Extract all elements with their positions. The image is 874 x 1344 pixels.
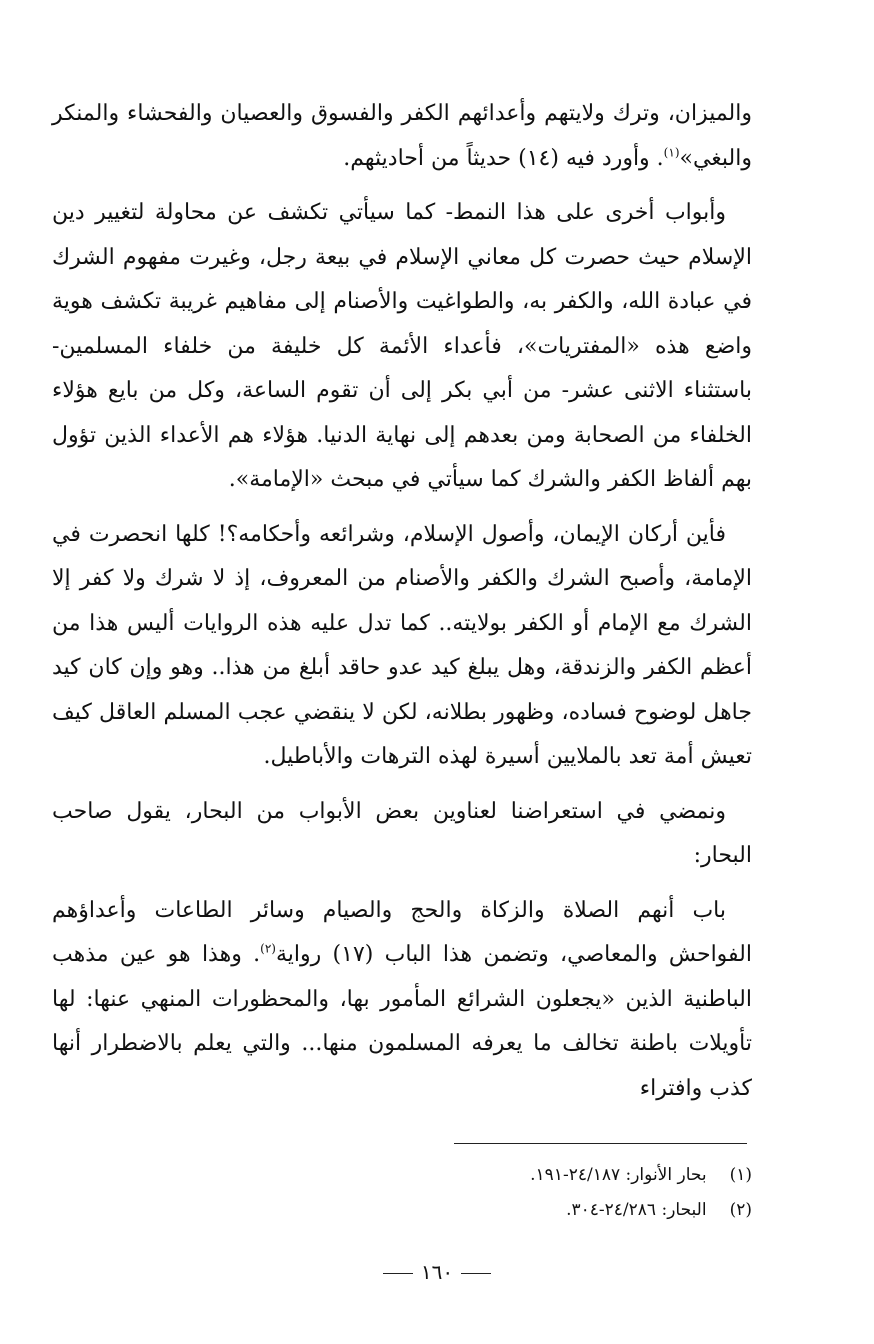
footnote-ref-1[interactable]: (١) [663, 145, 680, 160]
paragraph-5-tail: . وهذا هو عين مذهب الباطنية الذين «يجعلون الشرائع المأمور بها، والمحظورات المنهي عنها: لها تأويلات باطنة تخالف ما يعرفه المسلمون منها... والتي يعلم بالاضطرار أنها كذب وافتراء [52, 942, 752, 1101]
paragraph-3-text: فأين أركان الإيمان، وأصول الإسلام، وشرائعه وأحكامه؟! كلها انحصرت في الإمامة، وأصبح الشرك والكفر والأصنام من المعروف، إذ لا شرك ولا كفر إلا الشرك مع الإمام أو الكفر بولايته.. كما تدل عليه هذه الروايات أليس هذا من أعظم الكفر والزندقة، وهل يبلغ كيد عدو حاقد أبلغ من هذا.. وهو وإن كان كيد جاهل لوضوح فساده، وظهور بطلانه، لكن لا ينقضي عجب المسلم العاقل كيف تعيش أمة تعد بالملايين أسيرة لهذه الترهات والأباطيل. [52, 521, 752, 769]
footnotes [52, 1158, 752, 1228]
paragraph-2-text: وأبواب أخرى على هذا النمط- كما سيأتي تكشف عن محاولة لتغيير دين الإسلام حيث حصرت كل معاني الإسلام في بيعة رجل، وغيرت مفهوم الشرك في عبادة الله، والكفر به، والطواغيت والأصنام إلى مفاهيم غريبة تكشف هوية واضع هذه «المفتريات»، فأعداء الأئمة كل خليفة من خلفاء المسلمين- باستثناء الاثنى عشر- من أبي بكر إلى أن تقوم الساعة، وكل من بايع هؤلاء الخلفاء من الصحابة ومن بعدهم إلى نهاية الدنيا. هؤلاء هم الأعداء الذين تؤول بهم ألفاظ الكفر والشرك كما سيأتي في مبحث «الإمامة». [52, 200, 752, 492]
paragraph-1 [52, 92, 752, 181]
footnote-1-number: (١) [729, 1165, 752, 1185]
page-number-dash-right [461, 1273, 491, 1274]
footnote-2-number: (٢) [729, 1200, 752, 1220]
footnote-1-text: بحار الأنوار: ٢٤/١٨٧-١٩١. [530, 1165, 707, 1185]
footnote-divider [454, 1143, 747, 1144]
page-number-value: ١٦٠ [420, 1260, 454, 1284]
paragraph-5-text: باب أنهم الصلاة والزكاة والحج والصيام وسائر الطاعات وأعداؤهم الفواحش والمعاصي، وتضمن هذا الباب (١٧) رواية [52, 897, 752, 967]
paragraph-4 [52, 790, 752, 879]
paragraph-1-text: والميزان، وترك ولايتهم وأعدائهم الكفر والفسوق والعصيان والفحشاء والمنكر والبغي» [52, 101, 752, 171]
page-number [0, 1260, 874, 1284]
main-text [52, 92, 752, 1121]
paragraph-2 [52, 191, 752, 503]
paragraph-5 [52, 889, 752, 1112]
footnote-2-text: البحار: ٢٤/٢٨٦-٣٠٤. [566, 1200, 707, 1220]
page-number-dash-left [383, 1273, 413, 1274]
paragraph-3 [52, 513, 752, 780]
footnote-ref-2[interactable]: (٢) [260, 941, 276, 956]
footnote-2 [52, 1193, 752, 1228]
paragraph-4-text: ونمضي في استعراضنا لعناوين بعض الأبواب من البحار، يقول صاحب البحار: [52, 798, 752, 868]
paragraph-1-tail: . وأورد فيه (١٤) حديثاً من أحاديثهم. [343, 145, 664, 171]
footnote-1 [52, 1158, 752, 1193]
